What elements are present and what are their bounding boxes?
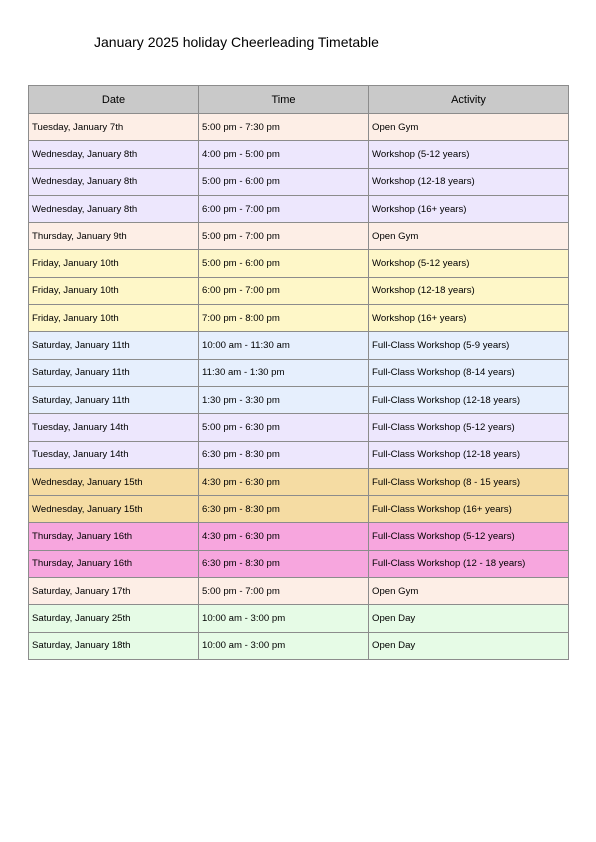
- cell-activity: Open Gym: [369, 223, 569, 250]
- cell-time: 5:00 pm - 7:00 pm: [199, 578, 369, 605]
- table-row: [29, 114, 569, 141]
- column-header-activity: Activity: [369, 86, 569, 114]
- cell-time: 5:00 pm - 6:00 pm: [199, 168, 369, 195]
- cell-time: 5:00 pm - 6:00 pm: [199, 250, 369, 277]
- cell-activity: Workshop (12-18 years): [369, 277, 569, 304]
- timetable: [28, 85, 569, 660]
- table-row: [29, 414, 569, 441]
- cell-time: 11:30 am - 1:30 pm: [199, 359, 369, 386]
- cell-activity: Workshop (5-12 years): [369, 250, 569, 277]
- cell-date: Thursday, January 16th: [29, 550, 199, 577]
- cell-activity: Full-Class Workshop (5-12 years): [369, 414, 569, 441]
- page-title: January 2025 holiday Cheerleading Timetable: [94, 34, 379, 50]
- cell-time: 10:00 am - 3:00 pm: [199, 632, 369, 659]
- cell-time: 6:30 pm - 8:30 pm: [199, 550, 369, 577]
- cell-time: 1:30 pm - 3:30 pm: [199, 386, 369, 413]
- table-row: [29, 468, 569, 495]
- cell-activity: Open Day: [369, 632, 569, 659]
- table-row: [29, 359, 569, 386]
- cell-activity: Workshop (12-18 years): [369, 168, 569, 195]
- cell-date: Saturday, January 25th: [29, 605, 199, 632]
- table-row: [29, 632, 569, 659]
- cell-activity: Full-Class Workshop (12 - 18 years): [369, 550, 569, 577]
- cell-date: Wednesday, January 15th: [29, 496, 199, 523]
- cell-time: 10:00 am - 3:00 pm: [199, 605, 369, 632]
- table-row: [29, 496, 569, 523]
- timetable-body: [29, 114, 569, 660]
- cell-date: Saturday, January 17th: [29, 578, 199, 605]
- cell-activity: Full-Class Workshop (8 - 15 years): [369, 468, 569, 495]
- cell-time: 6:00 pm - 7:00 pm: [199, 195, 369, 222]
- cell-date: Tuesday, January 14th: [29, 414, 199, 441]
- table-row: [29, 578, 569, 605]
- cell-time: 6:00 pm - 7:00 pm: [199, 277, 369, 304]
- cell-activity: Open Gym: [369, 578, 569, 605]
- column-header-date: Date: [29, 86, 199, 114]
- cell-activity: Workshop (5-12 years): [369, 141, 569, 168]
- cell-date: Friday, January 10th: [29, 250, 199, 277]
- cell-activity: Workshop (16+ years): [369, 305, 569, 332]
- cell-activity: Full-Class Workshop (12-18 years): [369, 441, 569, 468]
- cell-date: Saturday, January 11th: [29, 359, 199, 386]
- cell-time: 5:00 pm - 7:00 pm: [199, 223, 369, 250]
- cell-date: Thursday, January 9th: [29, 223, 199, 250]
- cell-time: 5:00 pm - 7:30 pm: [199, 114, 369, 141]
- table-row: [29, 523, 569, 550]
- cell-date: Saturday, January 18th: [29, 632, 199, 659]
- cell-date: Tuesday, January 14th: [29, 441, 199, 468]
- cell-time: 5:00 pm - 6:30 pm: [199, 414, 369, 441]
- table-row: [29, 223, 569, 250]
- cell-date: Tuesday, January 7th: [29, 114, 199, 141]
- cell-activity: Full-Class Workshop (5-9 years): [369, 332, 569, 359]
- cell-activity: Full-Class Workshop (5-12 years): [369, 523, 569, 550]
- table-row: [29, 550, 569, 577]
- cell-time: 7:00 pm - 8:00 pm: [199, 305, 369, 332]
- table-row: [29, 250, 569, 277]
- table-row: [29, 141, 569, 168]
- table-header-row: [29, 86, 569, 114]
- cell-date: Thursday, January 16th: [29, 523, 199, 550]
- cell-activity: Workshop (16+ years): [369, 195, 569, 222]
- cell-date: Saturday, January 11th: [29, 332, 199, 359]
- cell-time: 6:30 pm - 8:30 pm: [199, 496, 369, 523]
- table-row: [29, 332, 569, 359]
- table-row: [29, 605, 569, 632]
- table-row: [29, 441, 569, 468]
- cell-date: Friday, January 10th: [29, 277, 199, 304]
- cell-date: Wednesday, January 8th: [29, 168, 199, 195]
- cell-activity: Open Gym: [369, 114, 569, 141]
- cell-date: Saturday, January 11th: [29, 386, 199, 413]
- cell-time: 6:30 pm - 8:30 pm: [199, 441, 369, 468]
- cell-time: 4:30 pm - 6:30 pm: [199, 468, 369, 495]
- cell-activity: Open Day: [369, 605, 569, 632]
- table-row: [29, 305, 569, 332]
- table-row: [29, 277, 569, 304]
- column-header-time: Time: [199, 86, 369, 114]
- cell-date: Friday, January 10th: [29, 305, 199, 332]
- cell-time: 4:00 pm - 5:00 pm: [199, 141, 369, 168]
- cell-date: Wednesday, January 8th: [29, 195, 199, 222]
- cell-date: Wednesday, January 15th: [29, 468, 199, 495]
- table-row: [29, 195, 569, 222]
- cell-activity: Full-Class Workshop (12-18 years): [369, 386, 569, 413]
- table-row: [29, 386, 569, 413]
- cell-activity: Full-Class Workshop (16+ years): [369, 496, 569, 523]
- cell-time: 10:00 am - 11:30 am: [199, 332, 369, 359]
- cell-activity: Full-Class Workshop (8-14 years): [369, 359, 569, 386]
- cell-date: Wednesday, January 8th: [29, 141, 199, 168]
- table-row: [29, 168, 569, 195]
- cell-time: 4:30 pm - 6:30 pm: [199, 523, 369, 550]
